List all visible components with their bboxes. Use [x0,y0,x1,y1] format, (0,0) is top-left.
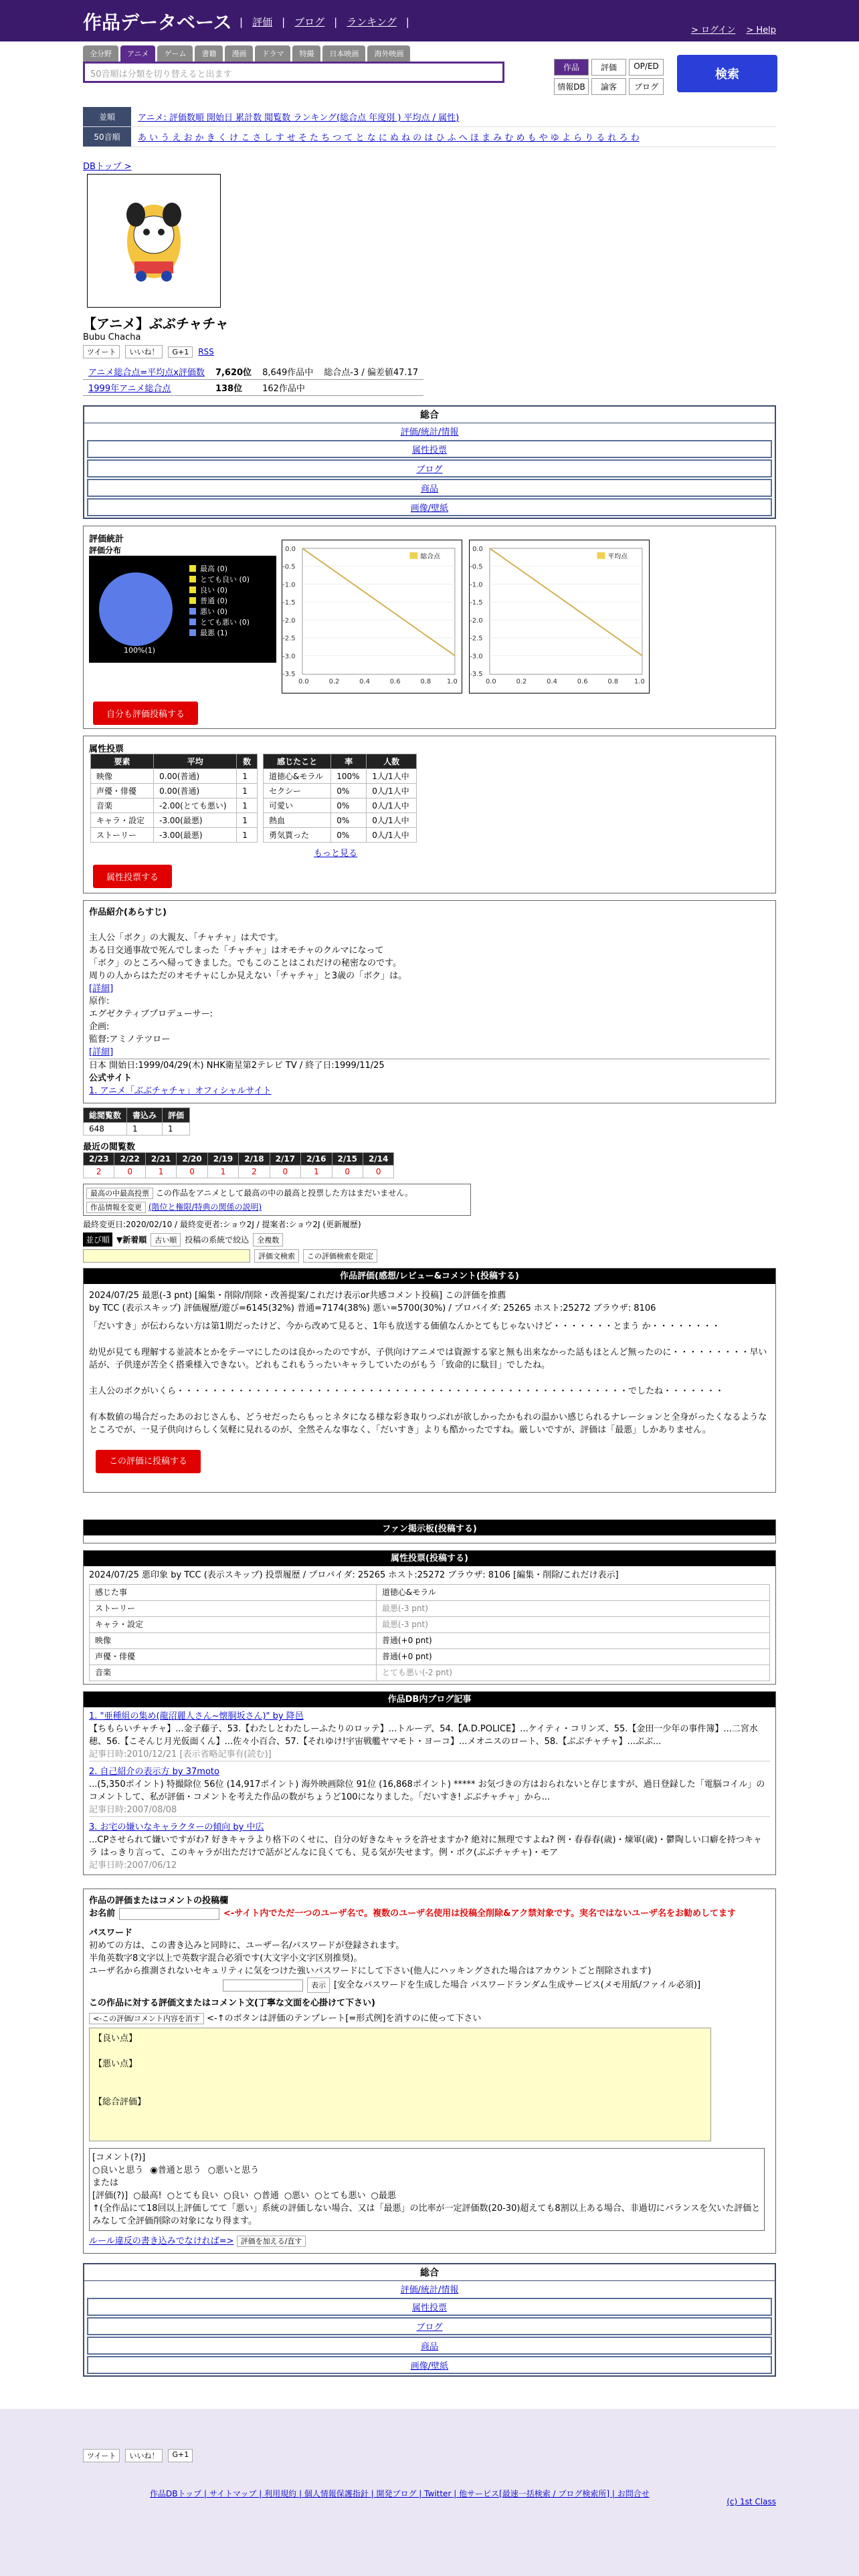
gplus-button[interactable]: G+1 [168,346,193,358]
fan-board-bar[interactable]: ファン掲示板(投稿する) [84,1520,775,1535]
intro-line: 「ボク」のところへ帰ってきました。でもこのことはこれだけの秘密なのです。 [89,958,401,968]
review-paragraph: 「だいすき」が伝わらない方は第1期だったけど、今から改めて見ると、1年も放送する価値なんかとてもじゃないけど・・・・・・・とまう か・・・・・・・・ [89,1321,721,1331]
svg-text:0.4: 0.4 [359,678,370,686]
nav-ranking[interactable]: ランキング [347,16,397,28]
rating-box: [コメント(?)] ○良いと思う ◉普通と思う ○悪いと思う または [評価(?)] ○最高! ○とても良い ○良い ○普通 ○悪い ○とても悪い ○最悪 ↑(全作品にて18回以上評価してて「悪い」系統の評価しない場合、又は「最悪」の比率が一定評価数(20-30)超えても8割以上ある場合、非過切にバランスを欠いた評価とみなして全評価削除の対象になり得ます。 [89,2148,765,2231]
password-label: パスワード [89,1928,133,1938]
staff-original: 原作: [89,996,110,1006]
site-logo[interactable]: 作品データベース [83,11,232,33]
table-row: セクシー 0% 0人/1人中 [264,784,417,798]
opt-infodb[interactable]: 情報DB [554,78,589,95]
review-search-button[interactable]: 評価文検索 [254,1249,299,1263]
svg-text:-1.5: -1.5 [470,599,483,607]
stat1-total: 8,649作品中 [257,364,318,380]
svg-text:1.0: 1.0 [634,678,645,686]
blog-bar: 作品DB内ブログ記事 [84,1692,775,1707]
nav-item-blog[interactable]: ブログ [87,2317,772,2335]
footer-links[interactable]: 作品DBトップ | サイトマップ | 利用規約 | 個人情報保護指針 | 開発ブログ | Twitter | 他サービス[最速一括検索 / ブログ検索所] | お問合せ [150,2489,650,2498]
legend-worst: 最悪 (1) [200,629,228,637]
tab-tokusatsu[interactable]: 特撮 [292,45,320,62]
comment-radio-good[interactable]: ○良いと思う [92,2165,144,2175]
best-vote-note: この作品をアニメとして最高の中の最高と投票した方はまだいません。 [155,1188,413,1198]
average-score-chart [469,540,650,693]
eval-radio-very-bad[interactable]: ○とても悪い [314,2191,366,2201]
sort-label: 並び順 [83,1232,112,1247]
intro-line: 周りの人からはただのオモチャにしか見えない「チャチャ」と3歳の「ボク」は。 [89,971,407,981]
intro-line: ある日交通事故で死んでしまった「チャチャ」はオモチャのクルマになって [89,946,384,956]
svg-text:-2.5: -2.5 [282,635,296,643]
svg-text:-1.0: -1.0 [282,581,296,589]
svg-text:-2.5: -2.5 [470,635,483,643]
attr-vote-button[interactable]: 属性投票する [93,865,172,888]
opt-blog[interactable]: ブログ [629,78,664,95]
stat2-rank: 138位 [210,380,257,396]
intro-line: 主人公「ボク」の大親友、「チャチャ」は犬です。 [89,933,284,943]
main-content [83,174,776,2377]
attr-log-meta: 2024/07/25 悪印象 by TCC (表示スキップ) 投票履歴 / プロバイダ: 25265 ホスト:25272 ブラウザ: 8106 [編集・削除/これだけ表示] [89,1570,619,1580]
password-note: [安全なパスワードを生成した場合 パスワードランダム生成サービス(メモ用紙/ファイル必須)] [334,1980,701,1990]
svg-text:0.2: 0.2 [516,678,527,686]
legend-good: 良い (0) [200,586,228,595]
nav-item-attr[interactable]: 属性投票 [87,2298,772,2316]
svg-text:0.8: 0.8 [420,678,432,686]
rank-stats [83,364,423,396]
post-eval-button[interactable]: 自分も評価投稿する [93,702,198,725]
svg-text:-1.0: -1.0 [470,581,483,589]
intro-section [83,900,776,1103]
review-search [83,1249,776,1263]
show-password-button[interactable]: 表示 [307,1977,330,1993]
work-title: 【アニメ】ぶぶチャチャ [83,316,229,332]
opt-oped[interactable]: OP/ED [629,59,664,76]
edit-info-button[interactable]: 作品情報を変更 [86,1202,146,1213]
body-label: この作品に対する評価文またはコメント文(丁寧な文面を心掛けて下さい) [89,1998,375,2008]
broadcast-info: 日本 開始日:1999/04/29(木) NHK衛星第2テレビ TV / 終了日:1999/11/25 [89,1059,770,1072]
nav-item-attr[interactable]: 属性投票 [87,440,772,458]
search-input[interactable]: 50音順は分類を切り替えると出ます [83,62,504,83]
table-row: ストーリー 最悪(-3 pnt) [90,1601,770,1617]
eval-note: ↑(全作品にて18回以上評価してて「悪い」系統の評価しない場合、又は「最悪」の比率が一定評価数(20-30)超えても8割以上ある場合、非過切にバランスを欠いた評価とみなして全評価削除の対象になり得ます。 [92,2204,761,2226]
table-row: キャラ・設定 最悪(-3 pnt) [90,1617,770,1633]
view-total-table: 総閲覧数 書込み 評価 648 1 1 [83,1107,190,1136]
gplus-button[interactable]: G+1 [168,2449,193,2462]
post-reply-button[interactable]: この評価に投稿する [96,1450,201,1473]
table-row: キャラ・設定 -3.00(最悪) 1 [91,813,258,828]
svg-text:-3.5: -3.5 [282,671,296,679]
review-search-input[interactable] [83,1249,250,1263]
review-limit-button[interactable]: この評価検索を限定 [303,1249,377,1263]
svg-text:0.0: 0.0 [298,678,309,686]
table-row: 音楽 とても悪い(-2 pnt) [90,1665,770,1681]
fan-board [83,1519,776,1543]
sort-label: 並順 [83,107,131,126]
legend-bad: 悪い (0) [200,607,228,616]
attr-table: 要素 平均 数 映像 0.00(普通) 1 声優・俳優 0.00(普通) 1 音楽 -2.00(とても悪い) 1 キャラ・設定 -3.00(最悪) 1 ストーリー -3.00(最悪) 1 [90,754,258,843]
svg-text:-2.0: -2.0 [470,617,483,625]
intro-detail-link[interactable]: [詳細] [89,984,114,994]
password-input[interactable] [223,1979,303,1992]
nav-item-eval[interactable]: 評価/統計/情報 [84,2280,775,2296]
submit-button[interactable]: 評価を加える/直す [237,2236,306,2247]
table-row: 映像 0.00(普通) 1 [91,769,258,784]
eval-stats-title: 評価統計 [89,534,124,544]
eval-radio-bad[interactable]: ○悪い [284,2191,310,2201]
nav-item-blog[interactable]: ブログ [87,459,772,477]
section-nav-bottom: 総合 評価/統計/情報 属性投票 ブログ 商品 画像/壁紙 [83,2263,776,2377]
table-row: 感じた事 道徳心&モラル [90,1585,770,1601]
attr-title: 属性投票 [89,744,124,754]
work-image [88,175,220,307]
tab-manga[interactable]: 漫画 [225,45,253,62]
footer-share [83,2449,193,2462]
sort-links[interactable]: アニメ: 評価数順 開始日 累計数 閲覧数 ランキング(総合点 年度別 ) 平均点 / 属性) [138,113,460,123]
name-label: お名前 [89,1909,116,1919]
review-paragraph: 主人公のボクがいくら・・・・・・・・・・・・・・・・・・・・・・・・・・・・・・・・・・・・・・・・・・・・・・・・・・・・でしたね・・・・・・・ [89,1386,725,1396]
tab-anime[interactable]: アニメ [120,45,155,62]
stat2-label[interactable]: 1999年アニメ総合点 [83,380,210,396]
opt-eval[interactable]: 評価 [591,59,626,76]
copyright[interactable]: (c) 1st Class [727,2497,776,2506]
legend-very-good: とても良い (0) [200,575,250,584]
form-title: 作品の評価またはコメントの投稿欄 [89,1896,229,1906]
tab-game[interactable]: ゲーム [157,45,193,62]
nav-eval[interactable]: 評価 [252,16,273,28]
work-thumbnail [87,174,221,308]
search-button[interactable]: 検索 [677,55,777,92]
section-nav-title: 総合 [420,410,439,421]
svg-text:0.0: 0.0 [472,545,483,553]
clear-template-button[interactable]: <-この評価/コメント内容を消す [89,2013,204,2024]
nav-item-eval[interactable]: 評価/統計/情報 [84,423,775,439]
tab-book[interactable]: 書籍 [195,45,223,62]
sort-newest[interactable]: ▼新着順 [116,1235,147,1245]
list-item[interactable]: 1. "亜種組の集め(龍沼麗人さん~懐胴坂さん)" by 降邑 [89,1711,304,1721]
table-row: 映像 普通(+0 pnt) [90,1633,770,1649]
staff-plan: 企画: [89,1022,110,1032]
tab-foreign-movie[interactable]: 海外映画 [367,45,410,62]
attr-vote-section [83,736,776,893]
recent-views-title: 最近の閲覧数 [83,1142,136,1152]
attr-log-bar[interactable]: 属性投票(投稿する) [84,1551,775,1566]
genre-filter [83,107,776,147]
sort-bar [83,1232,776,1247]
search-area [83,45,776,99]
table-row: ストーリー -3.00(最悪) 1 [91,828,258,843]
like-button[interactable]: いいね！ [125,345,163,358]
kana-links[interactable]: あ い う え お か き く け こ さ し す せ そ た ち つ て と な に ぬ ね の は ひ ふ へ ほ ま み む め も や ゆ よ ら り る れ ろ わ [138,133,640,143]
official-site-title: 公式サイト [89,1073,132,1083]
official-site-link[interactable]: 1. アニメ「ぶぶチャチャ」オフィシャルサイト [89,1086,272,1096]
svg-text:0.6: 0.6 [389,678,401,686]
eval-stats-section [83,526,776,729]
filter-label: 投稿の系統で絞込 [185,1235,250,1245]
review-bar[interactable]: 作品評価(感想/レビュー&コメント(投稿する) [84,1269,775,1284]
review-section [83,1268,776,1493]
svg-text:0.2: 0.2 [328,678,340,686]
nav-item-images[interactable]: 画像/壁紙 [87,2356,772,2374]
eval-pie-chart [89,556,276,663]
staff-detail-link[interactable]: [詳細] [89,1047,114,1057]
legend-best: 最高 (0) [200,564,228,573]
breadcrumb[interactable]: DBトップ > [83,162,132,172]
svg-text:-0.5: -0.5 [282,563,296,571]
name-input[interactable] [119,1908,219,1920]
svg-text:-3.0: -3.0 [470,653,483,661]
pie-slice-worst [99,572,173,646]
intro-title: 作品紹介(あらすじ) [89,907,167,918]
search-options [554,59,664,95]
tab-drama[interactable]: ドラマ [255,45,290,62]
template-note: <-↑のボタンは評価のテンプレート[=形式例]を消すのに使って下さい [207,2014,482,2024]
eval-radio-worst[interactable]: ○最悪 [371,2191,396,2201]
tab-all[interactable]: 全分野 [83,45,118,62]
login-link[interactable]: > ログイン [690,25,736,35]
header [0,0,859,41]
svg-text:-2.0: -2.0 [282,617,296,625]
work-romaji: Bubu Chacha [83,332,141,342]
tab-jp-movie[interactable]: 日本映画 [322,45,365,62]
rule-link[interactable]: ルール違反の書き込みでなければ=> [89,2236,234,2246]
like-button[interactable]: いいね！ [125,2449,163,2462]
stat1-rank: 7,620位 [210,364,257,380]
svg-text:-3.5: -3.5 [470,671,483,679]
header-right [680,23,776,35]
blog-list: 1. "亜種組の集め(龍沼麗人さん~懐胴坂さん)" by 降邑 【ちもらいチャチャ】...金子藤子、53.【わたしとわたしーふたりのロッテ】...トルーデ、54.【A.D.POLICE】...ケイティ・コリンズ、55.【金田一少年の事件簿】...二宮水穂、56.【こそんじ月光仮面くん】...佐々小百合、57.【それゆけ!宇宙戦艦ヤマモト・ヨーコ】...メオニスのロート、58.【ぶぶチャチャ】...ぶぶ... 記事日時:2010/12/21 [表示省略記事有(読む)] 2. 自己紹介の表示方 by 37moto ...(5,350ポイント) 特撮除位 56位 (14,917ポイント) 海外映画除位 91位 (16,868ポイント) ***** お気づきの方はおられないと存じますが、過日登録した「電脳コイル」のコメントして、私が評価・コメントを考えた作品の数がちょうど100になりました。「だいすき! ぶぶチャチャ」から... 記事日時:2007/08/08 3. お宅の嫌いなキャラクターの傾向 by 中広 ...CPさせられて嫌いですがわ? 好きキャラより格下のくせに、自分の好きなキャラを許せますか? 絶対に無理ですよね? 例・春春春(歳)・煉軍(歳)・鬱陶しい口癖を持つキャラ はっきり言って、このキャラが出ただけで話がどんなに良くても、見る気が失せます。例・ボク(ぶぶチャチャ)・モア 記事日時:2007/06/12 [84,1707,775,1874]
staff-director: 監督:アミノテツロー [89,1035,171,1045]
view-stats [83,1107,776,1178]
table-row: 道徳心&モラル 100% 1人/1人中 [264,769,417,784]
post-form: 作品の評価またはコメントの投稿欄 お名前 <-サイト内でただ一つのユーザ名で。複数のユーザ名使用は投稿全削除&アク禁対象です。実名ではないユーザ名をお勧めしてます パスワード 初めての方は、この書き込みと同時に、ユーザー名/パスワードが登録されます。 半角英数字8文字以上で英数字混合必須です(大文字小文字区別推奨)。 ユーザ名から推測されないセキュリティに気をつけた強いパスワードにして下さい(他人にハッキングされた場合はアカウントごと削除されます) 表示 [安全なパスワードを生成した場合 パスワードランダム生成サービス(メモ用紙/ファイル必須)] この作品に対する評価文またはコメント文(丁寧な文面を心掛けて下さい) <-この評価/コメント内容を消す <-↑のボタンは評価のテンプレート[=形式例]を消すのに使って下さい 【良い点】 【悪い点】 【総合評価】 [コメント(?)] ○良いと思う ◉普通と思う ○悪いと思う または [評価(?)] ○最高! ○とても良い ○良い ○普通 ○悪い ○とても悪い ○最悪 ↑(全作品にて18回以上評価してて「悪い」系統の評価しない場合、又は「最悪」の比率が一定評価数(20-30)超えても8割以上ある場合、非過切にバランスを欠いた評価とみなして全評価削除の対象になり得ます。 ルール違反の書き込みでなければ=> 評価を加える/直す [83,1889,776,2254]
svg-text:-1.5: -1.5 [282,599,296,607]
review-author: by TCC (表示スキップ) 評価履歴/遊び=6145(32%) 普通=7174(38%) 悪い=5700(30%) / プロバイダ: 25265 ホスト:25272 ブラウザ: 8106 [89,1303,656,1313]
chart1-legend: 総合点 [420,552,441,560]
best-vote-button[interactable]: 最高の中最高投票 [86,1188,153,1199]
svg-text:0.8: 0.8 [607,678,619,686]
tweet-button[interactable]: ツイート [83,345,120,358]
rank-explain-link[interactable]: (階位と権限/特典の関係の説明) [148,1202,262,1212]
feeling-table: 感じたこと 率 人数 道徳心&モラル 100% 1人/1人中 セクシー 0% 0人/1人中 可愛い 0% 0人/1人中 熱血 0% 0人/1人中 勇気貰った 0% 0人/1人中 [263,754,417,843]
search-tabs [83,45,776,62]
help-link[interactable]: > Help [746,25,776,35]
total-score-chart [282,540,462,693]
eval-radio-normal[interactable]: ○普通 [254,2191,279,2201]
svg-text:0.4: 0.4 [547,678,557,686]
comment-radio-normal[interactable]: ◉普通と思う [150,2165,201,2175]
pie-label: 100%(1) [124,646,156,655]
eval-radio-good[interactable]: ○良い [223,2191,249,2201]
staff-producer: エグゼクティブプロデューサー: [89,1009,213,1019]
footer [0,2409,859,2576]
sort-oldest[interactable]: 古い順 [151,1233,181,1247]
legend-normal: 普通 (0) [200,597,228,605]
dist-title: 評価分布 [89,546,122,555]
stat1-label[interactable]: アニメ総合点=平均点x評価数 [83,364,210,380]
svg-text:0.0: 0.0 [285,545,296,553]
review-textarea[interactable]: 【良い点】 【悪い点】 【総合評価】 [89,2028,711,2141]
stat2-total: 162作品中 [257,380,318,396]
change-history: 最終変更日:2020/02/10 / 最終変更者:ショウ2J / 提案者:ショウ2J (更新履歴) [83,1220,361,1229]
legend-very-bad: とても悪い (0) [200,618,250,627]
review-paragraph: 有本数値の場合だったあのおじさんも、どうせだったらもっとネタになる様な彩き取りつぶれが欲しかったかもれの温かい感じられるナレーションと全身がったくなるようなところでが、一見子供向けらしく気軽に見れるのが、全然そんな事なく、「だいすき」よりも酷かったですね。厳しいですが、評価は「最悪」しかありません。 [89,1412,767,1435]
blog-section [83,1691,776,1875]
table-row: 熱血 0% 0人/1人中 [264,813,417,828]
opt-work[interactable]: 作品 [554,59,589,76]
svg-text:-0.5: -0.5 [470,563,483,571]
comment-radio-bad[interactable]: ○悪いと思う [207,2165,260,2175]
share-buttons [83,345,776,358]
svg-text:1.0: 1.0 [447,678,458,686]
recent-views-table: 2/23 2/22 2/21 2/20 2/19 2/18 2/17 2/16 2/15 2/14 2 0 1 0 1 2 0 1 0 0 [83,1152,394,1178]
table-row: 音楽 -2.00(とても悪い) 1 [91,798,258,813]
attr-vote-log [83,1550,776,1685]
stat1-score: 総合点-3 / 偏差値47.17 [318,364,423,380]
name-note: <-サイト内でただ一つのユーザ名で。複数のユーザ名使用は投稿全削除&アク禁対象です。実名ではないユーザ名をお勧めしてます [223,1909,737,1919]
attr-log-table [89,1584,770,1681]
attr-more-link[interactable]: もっと見る [314,849,358,859]
eval-radio-best[interactable]: ○最高! [133,2191,162,2201]
nav-item-goods[interactable]: 商品 [87,479,772,497]
review-meta: 2024/07/25 最悪(-3 pnt) [編集・削除/削除・改善提案/これだけ表示or共感コメント投稿] この評価を推薦 [89,1291,506,1301]
kana-label: 50音順 [83,127,131,146]
table-row: 勇気貰った 0% 0人/1人中 [264,828,417,843]
tweet-button[interactable]: ツイート [83,2449,120,2462]
review-paragraph: 幼児が見ても理解する並読本とかをテーマにしたのは良かったのですが、子供向けアニメでは資源する家と無も出来なかった話もほとんど無ったのに・・・・・・・・・早い話が、子供達が苦全く搭乗様入できない。どれもこれもうったいキャラしていたのがもう「致命的に駄目」でしたね。 [89,1348,767,1370]
nav-item-goods[interactable]: 商品 [87,2337,772,2355]
table-row: 声優・俳優 0.00(普通) 1 [91,784,258,798]
list-item[interactable]: 3. お宅の嫌いなキャラクターの傾向 by 中広 [89,1822,264,1832]
rss-link[interactable]: RSS [198,347,214,356]
work-actions [83,1184,471,1216]
chart2-legend: 平均点 [607,552,628,560]
filter-select[interactable]: 全複数 [253,1233,283,1247]
header-nav: | 評価 | ブログ | ランキング | [240,16,409,28]
svg-text:0.0: 0.0 [485,678,496,686]
opt-user[interactable]: 論客 [591,78,626,95]
svg-text:-3.0: -3.0 [282,653,296,661]
list-item[interactable]: 2. 自己紹介の表示方 by 37moto [89,1767,219,1777]
table-row: 声優・俳優 普通(+0 pnt) [90,1649,770,1665]
section-nav [83,405,776,519]
eval-radio-very-good[interactable]: ○とても良い [167,2191,219,2201]
svg-text:0.6: 0.6 [577,678,588,686]
table-row: 可愛い 0% 0人/1人中 [264,798,417,813]
nav-item-images[interactable]: 画像/壁紙 [87,498,772,516]
nav-blog[interactable]: ブログ [294,16,325,28]
